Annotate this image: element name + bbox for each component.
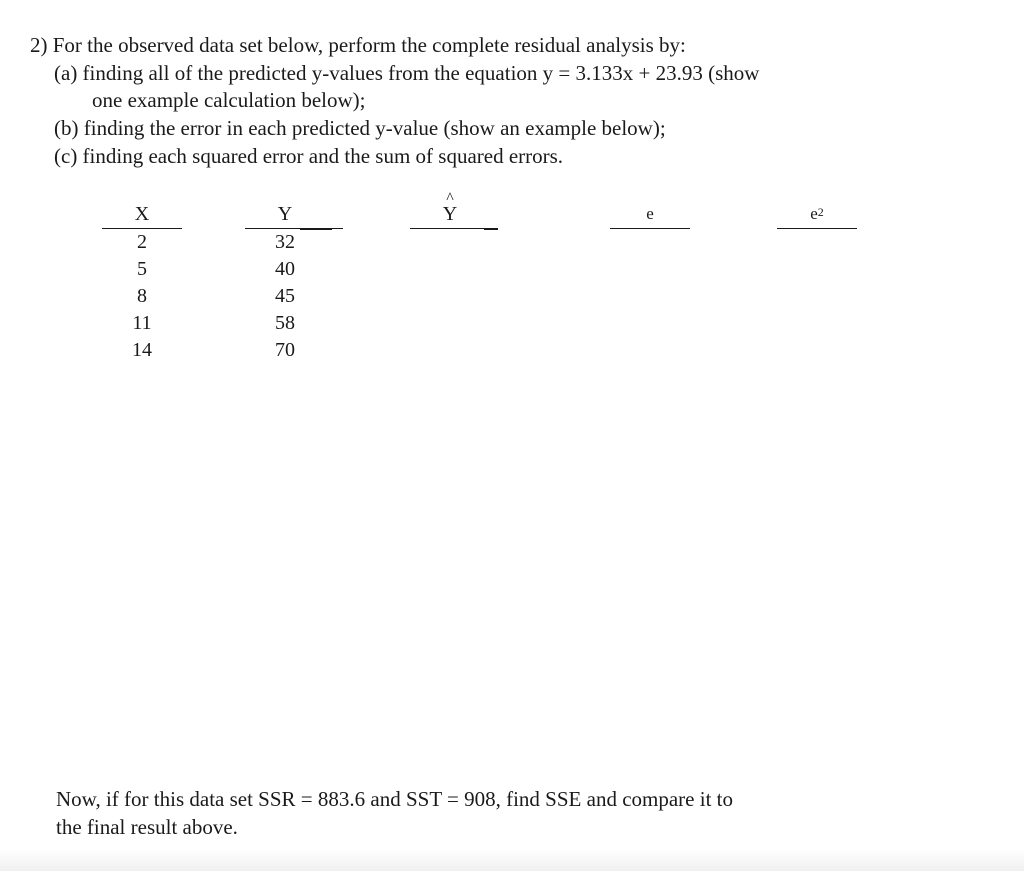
x-value: 8 [137, 285, 147, 307]
x-value: 5 [137, 258, 147, 280]
column-yhat [410, 190, 490, 229]
x-value: 2 [137, 231, 147, 253]
hat-mark: ^ [446, 190, 454, 207]
header-y [245, 200, 325, 229]
yhat-header-extra-rule [484, 228, 498, 230]
header-e: e [610, 200, 690, 229]
header-yhat-label: Y [442, 203, 458, 225]
column-e [610, 200, 690, 229]
x-value: 14 [132, 339, 152, 361]
y-value: 45 [275, 285, 295, 307]
question-intro: 2) For the observed data set below, perform the complete residual analysis by: [30, 33, 686, 57]
header-yhat [410, 190, 490, 229]
y-header-tail-rule [325, 228, 343, 229]
followup-line2: the final result above. [56, 815, 238, 839]
column-x [102, 200, 182, 364]
header-y-label: Y [277, 203, 293, 225]
header-e-squared-base: e [810, 204, 818, 223]
question-part-b: (b) finding the error in each predicted y-value (show an example below); [54, 116, 666, 140]
y-value: 70 [275, 339, 295, 361]
column-y [245, 200, 325, 364]
column-e-squared [777, 200, 857, 229]
y-value: 32 [275, 231, 295, 253]
header-x: X [102, 200, 182, 229]
y-value: 58 [275, 312, 295, 334]
question-part-c: (c) finding each squared error and the sum of squared errors. [54, 144, 564, 168]
header-e-squared [777, 200, 857, 229]
question-part-a-line1: (a) finding all of the predicted y-values from the equation y = 3.133x + 23.93 (show [54, 61, 760, 85]
page-bottom-shadow [0, 849, 1024, 871]
header-yhat-symbol [442, 190, 458, 228]
header-e-squared-exponent: 2 [817, 205, 824, 219]
x-value: 11 [132, 312, 152, 334]
followup-line1: Now, if for this data set SSR = 883.6 and SST = 908, find SSE and compare it to [56, 787, 733, 811]
y-value: 40 [275, 258, 295, 280]
question-part-a-line2: one example calculation below); [92, 88, 366, 112]
